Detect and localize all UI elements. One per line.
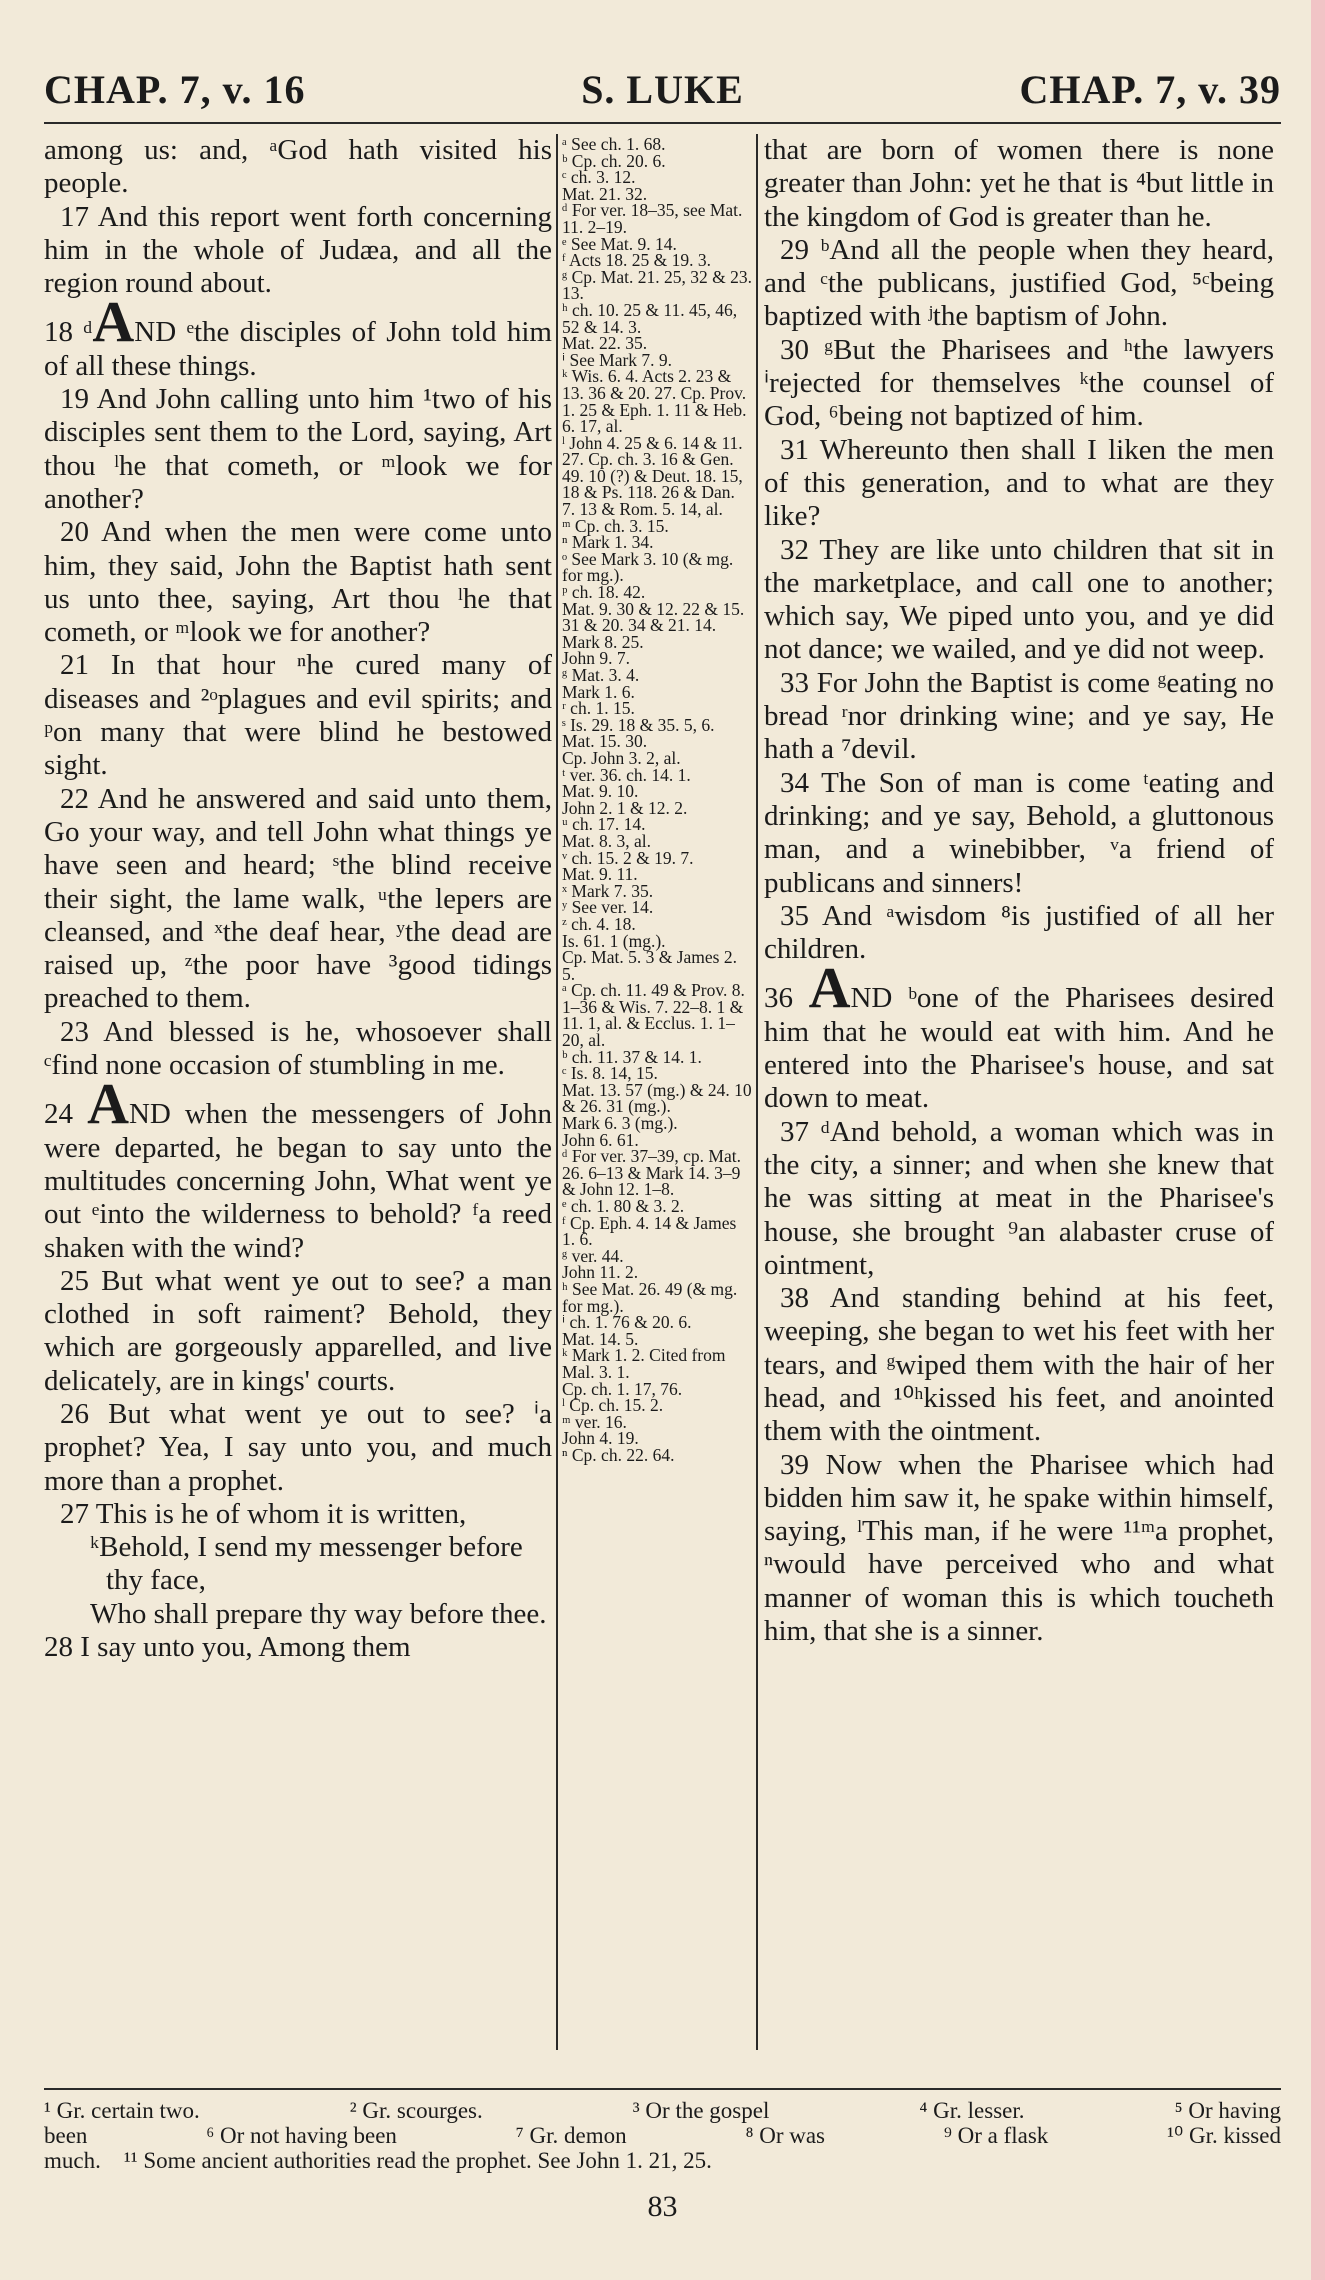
text-column-right [764, 134, 1274, 2064]
reference: Mat. 8. 3, al. [562, 830, 651, 851]
verse: 23 And blessed is he, whosoever shall ᶜfind none occasion of stumbling in me. [44, 1015, 552, 1082]
reference: ᵐ ver. 16. [562, 1411, 627, 1432]
verse: 39 Now when the Pharisee which had bidden him saw it, he spake within himself, saying, ˡThis man, if he were ¹¹ᵐa prophet, ⁿwould have perceived who and what manner of woman this is which toucheth him, that she is a sinner. [764, 1448, 1274, 1648]
quote-line: ᵏBehold, I send my messenger before thy face, [90, 1531, 523, 1597]
reference: ᶜ ch. 3. 12. [562, 167, 636, 188]
reference: Mat. 22. 35. [562, 333, 648, 354]
footnote: ⁷ Gr. demon [515, 2123, 627, 2148]
verse-number: 24 [44, 1098, 73, 1131]
verse: 35 And ᵃwisdom ⁸is justified of all her children. [764, 899, 1274, 966]
reference: Cp. Mat. 5. 3 & James 2. 5. [562, 947, 737, 984]
reference: Mark 1. 6. [562, 681, 635, 702]
verse-text: ND ᵉthe disciples of John told him of all these things. [44, 316, 552, 382]
reference: ᵐ Cp. ch. 3. 15. [562, 515, 669, 536]
drop-cap: A [87, 1071, 129, 1137]
reference: ᵗ ver. 36. ch. 14. 1. [562, 764, 691, 785]
verse: 26 But what went ye out to see? ⁱa prophet? Yea, I say unto you, and much more than a prophet. [44, 1397, 552, 1497]
drop-cap: A [92, 289, 135, 355]
reference: ʳ ch. 1. 15. [562, 698, 635, 719]
reference: ˢ Is. 29. 18 & 35. 5, 6. [562, 714, 715, 735]
verse: 19 And John calling unto him ¹two of his disciples sent them to the Lord, saying, Art thou ˡhe that cometh, or ᵐlook we for another? [44, 383, 552, 515]
reference: Mat. 9. 10. [562, 781, 639, 802]
reference: ᵈ For ver. 18–35, see Mat. 11. 2–19. [562, 200, 743, 237]
reference: ᵃ See ch. 1. 68. [562, 136, 666, 154]
header-rule [44, 122, 1281, 124]
verse: 30 ᵍBut the Pharisees and ʰthe lawyers ⁱrejected for themselves ᵏthe counsel of God, ⁶being not baptized of him. [764, 333, 1274, 433]
footnote: ⁹ Or a flask [943, 2123, 1049, 2148]
footnote: ⁵ Or having [1174, 2098, 1281, 2123]
verse-text: ND ᵇone of the Pharisees desired him that he would eat with him. And he entered into the Pharisee's house, and sat down to meat. [764, 982, 1274, 1115]
footnote-row [44, 2123, 1281, 2148]
reference: John 6. 61. [562, 1129, 639, 1150]
reference: ⁱ See Mark 7. 9. [562, 349, 673, 370]
reference: ᵖ ch. 18. 42. [562, 582, 646, 603]
verse-number: 36 [764, 982, 793, 1015]
drop-cap: A [808, 955, 851, 1021]
reference: ᶠ Cp. Eph. 4. 14 & James 1. 6. [562, 1212, 737, 1250]
reference: ᵒ See Mark 3. 10 (& mg. for mg.). [562, 548, 734, 586]
reference: Cp. ch. 1. 17, 76. [562, 1378, 683, 1399]
footnote: been [44, 2123, 88, 2148]
verse: 20 And when the men were come unto him, they said, John the Baptist hath sent us unto thee, saying, Art thou ˡhe that cometh, or ᵐlook we for another? [44, 516, 552, 649]
reference: ᵘ ch. 17. 14. [562, 814, 646, 835]
reference: John 4. 19. [562, 1428, 639, 1449]
header-left: CHAP. 7, v. 16 [44, 67, 306, 112]
verse: 32 They are like unto children that sit in the marketplace, and call one to another; which say, We piped unto you, and ye did not dance; we wailed, and ye did not weep. [764, 533, 1274, 666]
reference: ᵍ Cp. Mat. 21. 25, 32 & 23. 13. [562, 266, 752, 304]
reference: ˣ Mark 7. 35. [562, 880, 654, 901]
reference: Is. 61. 1 (mg.). [562, 930, 666, 951]
footnote: ⁴ Gr. lesser. [919, 2098, 1025, 2123]
verse: among us: and, ᵃGod hath visited his people. [44, 134, 552, 200]
reference: ᵈ For ver. 37–39, cp. Mat. 26. 6–13 & Mark 14. 3–9 & John 12. 1–8. [562, 1146, 741, 1200]
reference: Mark 8. 25. [562, 631, 644, 652]
footnote: ¹ Gr. certain two. [44, 2098, 200, 2123]
quote-line: Who shall prepare thy way before thee. [90, 1597, 547, 1630]
reference: Mat. 15. 30. [562, 731, 648, 752]
reference: Mat. 9. 30 & 12. 22 & 15. 31 & 20. 34 & 21. 14. [562, 598, 745, 636]
footnotes [44, 2088, 1281, 2173]
footnote: ⁸ Or was [745, 2123, 825, 2148]
reference: ⁿ Cp. ch. 22. 64. [562, 1444, 675, 1465]
footnote: ¹⁰ Gr. kissed [1167, 2123, 1281, 2148]
verse: 37 ᵈAnd behold, a woman which was in the city, a sinner; and when she knew that he was sitting at meat in the Pharisee's house, she brought ⁹an alabaster cruse of ointment, [764, 1115, 1274, 1281]
header-center: S. LUKE [581, 67, 744, 112]
verse-text: ND when the messengers of John were departed, he began to say unto the multitudes concerning John, What went ye out ᵉinto the wilderness to behold? ᶠa reed shaken with the wind? [44, 1098, 552, 1264]
running-header [44, 58, 1281, 118]
column-divider-left [556, 134, 558, 2050]
reference: ᵏ Mark 1. 2. Cited from Mal. 3. 1. [562, 1345, 726, 1382]
reference: Mat. 21. 32. [562, 183, 648, 204]
footnote: ⁶ Or not having been [206, 2123, 397, 2148]
reference: ᵉ ch. 1. 80 & 3. 2. [562, 1196, 685, 1216]
reference: ᵇ Cp. ch. 20. 6. [562, 150, 666, 171]
verse: 34 The Son of man is come ᵗeating and drinking; and ye say, Behold, a gluttonous man, and a winebibber, ᵛa friend of publicans and sinners! [764, 766, 1274, 899]
verse: 22 And he answered and said unto them, Go your way, and tell John what things ye have seen and heard; ˢthe blind receive their sight, the lame walk, ᵘthe lepers are cleansed, and ˣthe deaf hear, ʸthe dead are raised up, ᶻthe poor have ³good tidings preached to them. [44, 782, 552, 1015]
reference: John 11. 2. [562, 1262, 639, 1283]
reference: Cp. John 3. 2, al. [562, 747, 681, 768]
reference: ᶠ Acts 18. 25 & 19. 3. [562, 250, 711, 271]
verse: 25 But what went ye out to see? a man clothed in soft raiment? Behold, they which are gorgeously apparelled, and live delicately, are in kings' courts. [44, 1264, 552, 1397]
reference: ᵍ ver. 44. [562, 1245, 624, 1266]
reference: ᵇ ch. 11. 37 & 14. 1. [562, 1046, 702, 1067]
reference: Mark 6. 3 (mg.). [562, 1113, 678, 1134]
reference: ⁱ ch. 1. 76 & 20. 6. [562, 1312, 692, 1333]
footnote: ³ Or the gospel [632, 2098, 770, 2123]
reference: ˡ Cp. ch. 15. 2. [562, 1395, 664, 1416]
reference: John 2. 1 & 12. 2. [562, 797, 688, 818]
verse: 31 Whereunto then shall I liken the men of this generation, and to what are they like? [764, 433, 1274, 533]
reference: ⁿ Mark 1. 34. [562, 532, 654, 553]
reference: ʰ See Mat. 26. 49 (& mg. for mg.). [562, 1278, 738, 1316]
page-number: 83 [647, 2190, 678, 2223]
verse: 17 And this report went forth concerning him in the whole of Judæa, and all the region round about. [44, 200, 552, 300]
verse: 28 I say unto you, Among them [44, 1631, 411, 1664]
reference: Mat. 14. 5. [562, 1328, 639, 1349]
footnote-row [44, 2098, 1281, 2123]
margin-references [562, 136, 752, 2066]
reference: ᵏ Wis. 6. 4. Acts 2. 23 & 13. 36 & 20. 27. Cp. Prov. 1. 25 & Eph. 1. 11 & Heb. 6. 17, al. [562, 366, 747, 437]
reference: John 9. 7. [562, 648, 631, 669]
reference: ᵍ Mat. 3. 4. [562, 665, 640, 685]
verse-number: 18 ᵈ [44, 316, 93, 349]
reference: ʸ See ver. 14. [562, 897, 654, 918]
verse: that are born of women there is none greater than John: yet he that is ⁴but little in the kingdom of God is greater than he. [764, 134, 1274, 233]
reference: ᵉ See Mat. 9. 14. [562, 233, 677, 254]
reference: ᶻ ch. 4. 18. [562, 913, 636, 934]
verse: 38 And standing behind at his feet, weeping, she began to wet his feet with her tears, and ᵍwiped them with the hair of her head, and ¹⁰ʰkissed his feet, and anointed them with the ointment. [764, 1282, 1274, 1448]
reference: ᵃ Cp. ch. 11. 49 & Prov. 8. 1–36 & Wis. 7. 22–8. 1 & 11. 1, al. & Ecclus. 1. 1–20, al. [562, 980, 745, 1051]
verse: 27 This is he of whom it is written, [60, 1497, 467, 1530]
verse: 21 In that hour ⁿhe cured many of diseases and ²ᵒplagues and evil spirits; and ᵖon many that were blind he bestowed sight. [44, 649, 552, 782]
verse: 33 For John the Baptist is come ᵍeating no bread ʳnor drinking wine; and ye say, He hath a ⁷devil. [764, 666, 1274, 766]
reference: Mat. 13. 57 (mg.) & 24. 10 & 26. 31 (mg.). [562, 1079, 752, 1117]
footnote: ² Gr. scourges. [349, 2098, 483, 2123]
verse-drop [764, 955, 1274, 1115]
reference: ᵛ ch. 15. 2 & 19. 7. [562, 847, 694, 868]
verse-drop [44, 289, 552, 383]
reference: ˡ John 4. 25 & 6. 14 & 11. 27. Cp. ch. 3. 16 & Gen. 49. 10 (?) & Deut. 18. 15, 18 & Ps. 118. 26 & Dan. 7. 13 & Rom. 5. 14, al. [562, 432, 743, 520]
verse: 29 ᵇAnd all the people when they heard, and ᶜthe publicans, justified God, ⁵ᶜbeing baptized with ʲthe baptism of John. [764, 233, 1274, 333]
page-edge [1311, 0, 1325, 2280]
column-divider-right [756, 134, 758, 2050]
footnote-row: much. ¹¹ Some ancient authorities read the prophet. See John 1. 21, 25. [44, 2148, 712, 2173]
reference: Mat. 9. 11. [562, 864, 638, 885]
text-column-left [44, 134, 552, 2064]
header-right: CHAP. 7, v. 39 [1019, 67, 1281, 112]
reference: ʰ ch. 10. 25 & 11. 45, 46, 52 & 14. 3. [562, 299, 738, 337]
reference: ᶜ Is. 8. 14, 15. [562, 1063, 658, 1084]
verse-drop [44, 1071, 552, 1264]
